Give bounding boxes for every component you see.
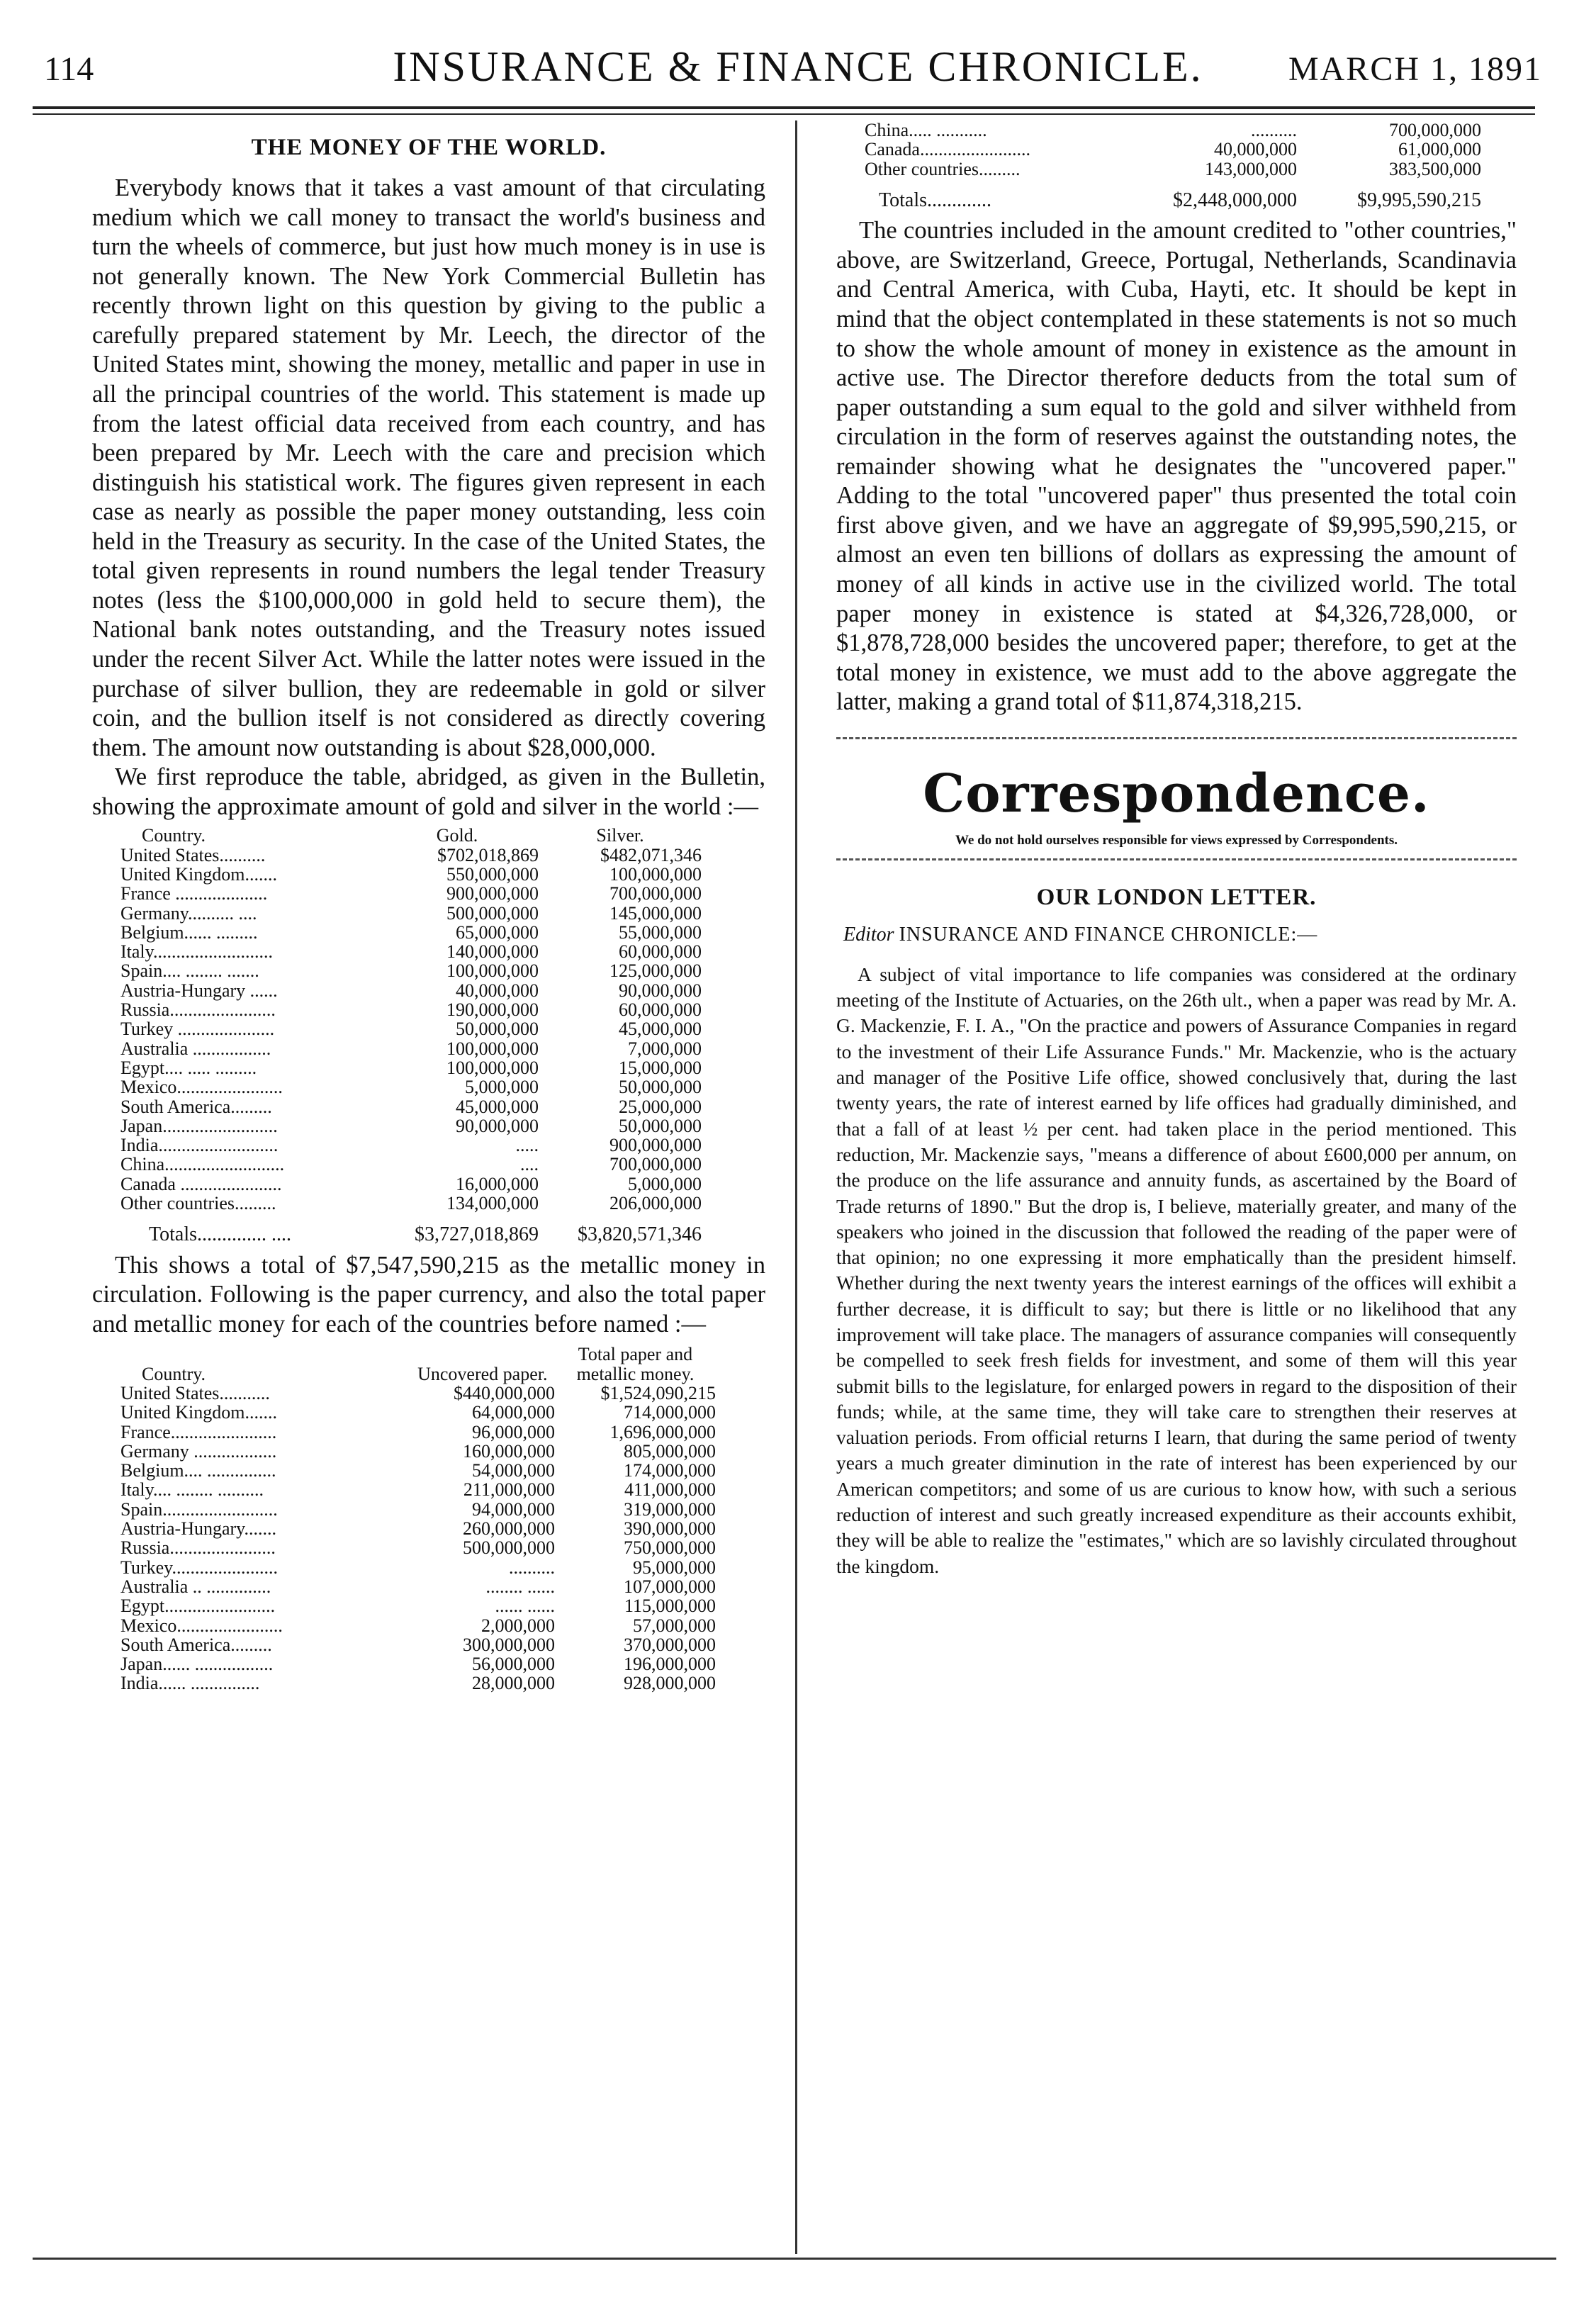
table-cell: 900,000,000: [609, 1135, 702, 1156]
letter-title: OUR LONDON LETTER.: [1036, 884, 1317, 910]
table-cell: 145,000,000: [609, 902, 702, 924]
header-rule-thin: [33, 113, 1535, 115]
table-row: [120, 981, 702, 1000]
section-divider: [836, 737, 1517, 739]
table-row: [120, 1039, 702, 1058]
table-cell: 100,000,000: [446, 1057, 539, 1078]
table-cell: 206,000,000: [609, 1193, 702, 1214]
table-row: [120, 1116, 702, 1136]
table-cell: $9,995,590,215: [1357, 189, 1481, 211]
table-cell: Mexico.......................: [120, 1615, 283, 1636]
table-row: [865, 159, 1481, 179]
table-cell: Canada........................: [865, 139, 1030, 160]
table-cell: Spain.........................: [120, 1498, 278, 1520]
table-cell: South America.........: [120, 1096, 272, 1117]
table-row: [120, 865, 702, 884]
table-cell: 390,000,000: [624, 1518, 716, 1540]
table-cell: 300,000,000: [462, 1634, 555, 1655]
table-cell: ..........: [508, 1557, 555, 1578]
table-cell: 174,000,000: [624, 1460, 716, 1481]
table-cell: 196,000,000: [624, 1654, 716, 1675]
table-cell: 1,696,000,000: [609, 1421, 716, 1442]
table-row: [120, 1538, 716, 1557]
table-cell: United Kingdom.......: [120, 1402, 277, 1423]
correspondence-heading: Correspondence.: [923, 763, 1430, 824]
paper-money-table-continued: [865, 120, 1481, 211]
table-cell: 56,000,000: [471, 1654, 555, 1675]
table-cell: United States..........: [120, 844, 266, 865]
table-row: [120, 961, 702, 980]
table-cell: India...... ...............: [120, 1673, 260, 1694]
table-cell: 95,000,000: [633, 1557, 716, 1578]
table-cell: 45,000,000: [456, 1096, 539, 1117]
table-cell: 500,000,000: [462, 1537, 555, 1559]
table-row: [120, 1136, 702, 1155]
table-cell: 211,000,000: [463, 1479, 555, 1501]
table-cell: Other countries.........: [120, 1193, 276, 1214]
table-row: [120, 1000, 702, 1019]
table-cell: China..... ...........: [865, 120, 987, 140]
table-cell: 700,000,000: [609, 883, 702, 904]
table-cell: 805,000,000: [624, 1440, 716, 1462]
article-paragraph-1: Everybody knows that it takes a vast amount of that circulating medium which we call money to transact the world's business and turn the wheels of commerce, but just how much money is in use is not generally known. The New York Commercial Bulletin has recently thrown light on this question by giving to the public a carefully prepared statement by Mr. Leech, the director of the United States mint, showing the money, metallic and paper in use in all the principal countries of the world. This statement is made up from the latest official data received from each country, and has been prepared by Mr. Leech with the care and precision which distinguish his statistical work. The figures given represent in each case as nearly as possible the paper money outstanding, less coin held in the Treasury as security. In the case of the United States, the total given represents in round numbers the legal tender Treasury notes (less the $100,000,000 in gold held to secure them), the National bank notes outstanding, and the Treasury notes issued under the recent Silver Act. While the latter notes were issued in the purchase of silver bullion, they are redeemable in gold or silver coin, and the bullion itself is not considered as directly covering them. The amount now outstanding is about $28,000,000.: [92, 174, 765, 761]
table-row: [120, 1097, 702, 1116]
table-cell: 40,000,000: [456, 980, 539, 1001]
table-cell: China..........................: [120, 1154, 285, 1175]
article-paragraph-3: This shows a total of $7,547,590,215 as the metallic money in circulation. Following is the paper currency, and also the total paper and metallic money for each of the countries before named :—: [92, 1251, 765, 1338]
table-cell: .....: [515, 1135, 539, 1156]
table-cell: Spain.... ........ .......: [120, 960, 259, 982]
table-cell: Germany.......... ....: [120, 902, 257, 924]
table-cell: 370,000,000: [624, 1634, 716, 1655]
table-header-row: [120, 826, 702, 845]
table-cell: Australia .................: [120, 1038, 271, 1059]
table-cell: 2,000,000: [481, 1615, 555, 1636]
table-row: [865, 140, 1481, 159]
table-cell: 100,000,000: [446, 1038, 539, 1059]
table-row: [120, 1155, 702, 1174]
table-cell: Egypt........................: [120, 1596, 276, 1617]
table-cell: India..........................: [120, 1135, 279, 1156]
table-cell: Belgium.... ...............: [120, 1460, 276, 1481]
letter-body: A subject of vital importance to life companies was considered at the ordinary meeting of the Institute of Actuaries, on the 26th ult., when a paper was read by Mr. A. G. Mackenzie, F. I. A., "On the practice and powers of Assurance Companies in regard to the investment of their Life Assurance Funds." Mr. Mackenzie, who is the actuary and manager of the Positive Life office, showed conclusively that, during the last twenty years, the rate of interest earned by life offices had gradually diminished, and that a fall of at least ½ per cent. had taken place in the period mentioned. This reduction, Mr. Mackenzie says, "means a difference of about £600,000 per annum, on the produce on the life assurance and annuity funds, as ascertained by the Board of Trade returns of 1890." But the drop is, I believe, materially greater, and many of the speakers who joined in the discussion that followed the reading of the paper were of that opinion; no one expressing it more emphatically than the president himself. Whether during the next twenty years the interest earnings of the offices will exhibit a further decrease, it is difficult to say; but there is little or no likelihood that any improvement will take place. The managers of assurance companies will consequently be compelled to seek fresh fields for investment, and some of them will this year submit bills to the legislature, for enlarged powers in regard to the disposition of their funds; while, at the same time, they will take care to strengthen their reserves at valuation periods. From official returns I learn, that during the same period of twenty years a much greater diminution in the rate of interest has been experienced by our American competitors; and some of us are curious to know how, with such a serious reduction of interest and such greatly increased expenditure as their accounts exhibit, they will be able to realize the "estimates," which are so lavishly circulated throughout the kingdom.: [836, 963, 1517, 1577]
table-cell: Russia.......................: [120, 1537, 276, 1559]
table-row: [120, 1558, 716, 1577]
salutation-publication: INSURANCE AND FINANCE CHRONICLE:—: [899, 923, 1318, 946]
table-cell: ........ ......: [485, 1576, 555, 1597]
right-column: [836, 120, 1517, 1579]
table-cell: 60,000,000: [619, 941, 702, 963]
table-cell: 260,000,000: [462, 1518, 555, 1540]
table-row: [120, 1480, 716, 1499]
table-cell: 550,000,000: [446, 863, 539, 885]
table-cell: 5,000,000: [628, 1173, 702, 1194]
table-row: [120, 1077, 702, 1097]
table-row: [120, 1384, 716, 1403]
table-cell: 28,000,000: [471, 1673, 555, 1694]
table-cell: 55,000,000: [619, 921, 702, 943]
article-title: THE MONEY OF THE WORLD.: [251, 135, 607, 160]
table-cell: 50,000,000: [456, 1019, 539, 1040]
table-row: [120, 923, 702, 942]
salutation-editor: Editor: [843, 923, 894, 946]
issue-date: MARCH 1, 1891: [1288, 50, 1542, 88]
table-cell: Australia .. ..............: [120, 1576, 271, 1597]
table-cell: 100,000,000: [609, 863, 702, 885]
table-cell: 928,000,000: [624, 1673, 716, 1694]
table-cell: 190,000,000: [446, 999, 539, 1021]
table-cell: 500,000,000: [446, 902, 539, 924]
table-cell: 140,000,000: [446, 941, 539, 963]
table-cell: 45,000,000: [619, 1019, 702, 1040]
table-cell: 107,000,000: [624, 1576, 716, 1597]
table-cell: Other countries.........: [865, 158, 1021, 179]
table-cell: South America.........: [120, 1634, 272, 1655]
table-cell: $482,071,346: [600, 844, 702, 865]
table-cell: 143,000,000: [1205, 158, 1297, 179]
table-cell: 160,000,000: [462, 1440, 555, 1462]
table-cell: 319,000,000: [624, 1498, 716, 1520]
table-cell: Totals.............: [879, 189, 992, 211]
table-row: [120, 1461, 716, 1480]
page-number: 114: [44, 50, 94, 88]
table-cell: Germany ..................: [120, 1440, 277, 1462]
table-cell: Austria-Hungary ......: [120, 980, 278, 1001]
table-cell: ..........: [1251, 120, 1297, 140]
table-row: [120, 1403, 716, 1422]
table-cell: $702,018,869: [437, 844, 539, 865]
table-cell: Belgium...... .........: [120, 921, 258, 943]
gold-silver-table: [120, 826, 702, 1245]
table-cell: 60,000,000: [619, 999, 702, 1021]
table-cell: 700,000,000: [1389, 120, 1481, 140]
table-header-row: [120, 1345, 716, 1384]
table-cell: Turkey.......................: [120, 1557, 278, 1578]
table-cell: Japan...... .................: [120, 1654, 274, 1675]
paper-money-table: [120, 1345, 716, 1693]
correspondence-disclaimer: We do not hold ourselves responsible for views expressed by Correspondents.: [955, 832, 1398, 848]
table-row: [120, 1019, 702, 1038]
table-cell: 15,000,000: [619, 1057, 702, 1078]
table-cell: Totals.............. ....: [149, 1223, 292, 1246]
table-total-row: [865, 179, 1481, 211]
table-cell: United States...........: [120, 1382, 270, 1403]
table-cell: 61,000,000: [1398, 139, 1481, 160]
table-cell: $440,000,000: [453, 1382, 555, 1403]
table-cell: France ....................: [120, 883, 268, 904]
table-cell: 90,000,000: [456, 1115, 539, 1136]
table-cell: Russia.......................: [120, 999, 276, 1021]
table-cell: Italy..........................: [120, 941, 273, 963]
publication-title: INSURANCE & FINANCE CHRONICLE.: [393, 43, 1203, 90]
table-row: [865, 120, 1481, 140]
table-header: Country.: [142, 1363, 206, 1384]
table-cell: 54,000,000: [471, 1460, 555, 1481]
table-cell: $3,820,571,346: [578, 1223, 702, 1246]
table-cell: 700,000,000: [609, 1154, 702, 1175]
letter-salutation: [843, 924, 1517, 946]
table-row: [120, 846, 702, 865]
table-cell: 5,000,000: [465, 1077, 539, 1098]
table-cell: 115,000,000: [624, 1596, 716, 1617]
table-cell: Egypt.... ..... .........: [120, 1057, 257, 1078]
table-header: Silver.: [596, 825, 644, 846]
table-row: [120, 1519, 716, 1538]
table-cell: 25,000,000: [619, 1096, 702, 1117]
table-cell: 134,000,000: [446, 1193, 539, 1214]
table-cell: 383,500,000: [1389, 158, 1481, 179]
table-row: [120, 1174, 702, 1194]
table-cell: ....: [520, 1154, 539, 1175]
table-cell: Mexico.......................: [120, 1077, 283, 1098]
table-cell: Japan.........................: [120, 1115, 278, 1136]
table-header: Uncovered paper.: [417, 1363, 548, 1384]
table-header: Total paper and metallic money.: [576, 1344, 695, 1384]
table-cell: ...... ......: [495, 1596, 555, 1617]
article-paragraph-4: The countries included in the amount credited to "other countries," above, are Switzerland, Greece, Portugal, Netherlands, Scandinavia and Central America, with Cuba, Hayti, etc. It should be kept in mind that the object contemplated in these statements is not so much to show the whole amount of money in existence as the amount in active use. The Director therefore deducts from the total sum of paper outstanding a sum equal to the gold and silver withheld from circulation in the form of reserves against the outstanding notes, the remainder showing what he designates the "uncovered paper." Adding to the total "uncovered paper" thus presented the total coin first above given, and we have an aggregate of $9,995,590,215, or almost an even ten billions of dollars as expressing the amount of money of all kinds in active use in the civilized world. The total paper money in existence is stated at $4,326,728,000, or $1,878,728,000 besides the uncovered paper; therefore, to get at the total money in existence, we must add to the above aggregate the latter, making a grand total of $11,874,318,215.: [836, 217, 1517, 716]
table-header: Gold.: [436, 825, 478, 846]
table-cell: 64,000,000: [471, 1402, 555, 1423]
table-row: [120, 884, 702, 903]
table-cell: $3,727,018,869: [415, 1223, 539, 1246]
table-row: [120, 942, 702, 961]
table-cell: 50,000,000: [619, 1077, 702, 1098]
header-rule: [33, 106, 1535, 109]
table-cell: United Kingdom.......: [120, 863, 277, 885]
table-row: [120, 1596, 716, 1615]
table-cell: 125,000,000: [609, 960, 702, 982]
table-cell: Turkey .....................: [120, 1019, 275, 1040]
page-header: [33, 28, 1563, 92]
table-cell: 900,000,000: [446, 883, 539, 904]
table-cell: France.......................: [120, 1421, 277, 1442]
table-cell: 750,000,000: [624, 1537, 716, 1559]
table-row: [120, 1616, 716, 1635]
table-cell: 7,000,000: [628, 1038, 702, 1059]
table-cell: 65,000,000: [456, 921, 539, 943]
table-cell: 90,000,000: [619, 980, 702, 1001]
table-cell: Austria-Hungary.......: [120, 1518, 276, 1540]
left-column: [92, 128, 765, 1693]
table-header: Country.: [142, 825, 206, 846]
table-cell: Canada ......................: [120, 1173, 282, 1194]
table-cell: 100,000,000: [446, 960, 539, 982]
footer-rule: [33, 2258, 1556, 2260]
table-cell: 714,000,000: [624, 1402, 716, 1423]
table-row: [120, 904, 702, 923]
table-cell: $1,524,090,215: [600, 1382, 716, 1403]
section-divider: [836, 858, 1517, 860]
table-total-row: [120, 1213, 702, 1245]
table-cell: 96,000,000: [471, 1421, 555, 1442]
table-row: [120, 1194, 702, 1213]
table-row: [120, 1673, 716, 1693]
table-row: [120, 1500, 716, 1519]
table-cell: $2,448,000,000: [1173, 189, 1297, 211]
article-paragraph-2: We first reproduce the table, abridged, as given in the Bulletin, showing the approximate amount of gold and silver in the world :—: [92, 763, 765, 820]
table-cell: Italy.... ........ ..........: [120, 1479, 264, 1501]
table-cell: 40,000,000: [1214, 139, 1297, 160]
table-row: [120, 1442, 716, 1461]
table-row: [120, 1423, 716, 1442]
column-divider: [795, 120, 797, 2254]
table-row: [120, 1635, 716, 1654]
table-row: [120, 1577, 716, 1596]
table-cell: 50,000,000: [619, 1115, 702, 1136]
table-cell: 94,000,000: [471, 1498, 555, 1520]
table-cell: 16,000,000: [456, 1173, 539, 1194]
table-cell: 411,000,000: [624, 1479, 716, 1501]
table-cell: 57,000,000: [633, 1615, 716, 1636]
table-row: [120, 1654, 716, 1673]
table-row: [120, 1058, 702, 1077]
